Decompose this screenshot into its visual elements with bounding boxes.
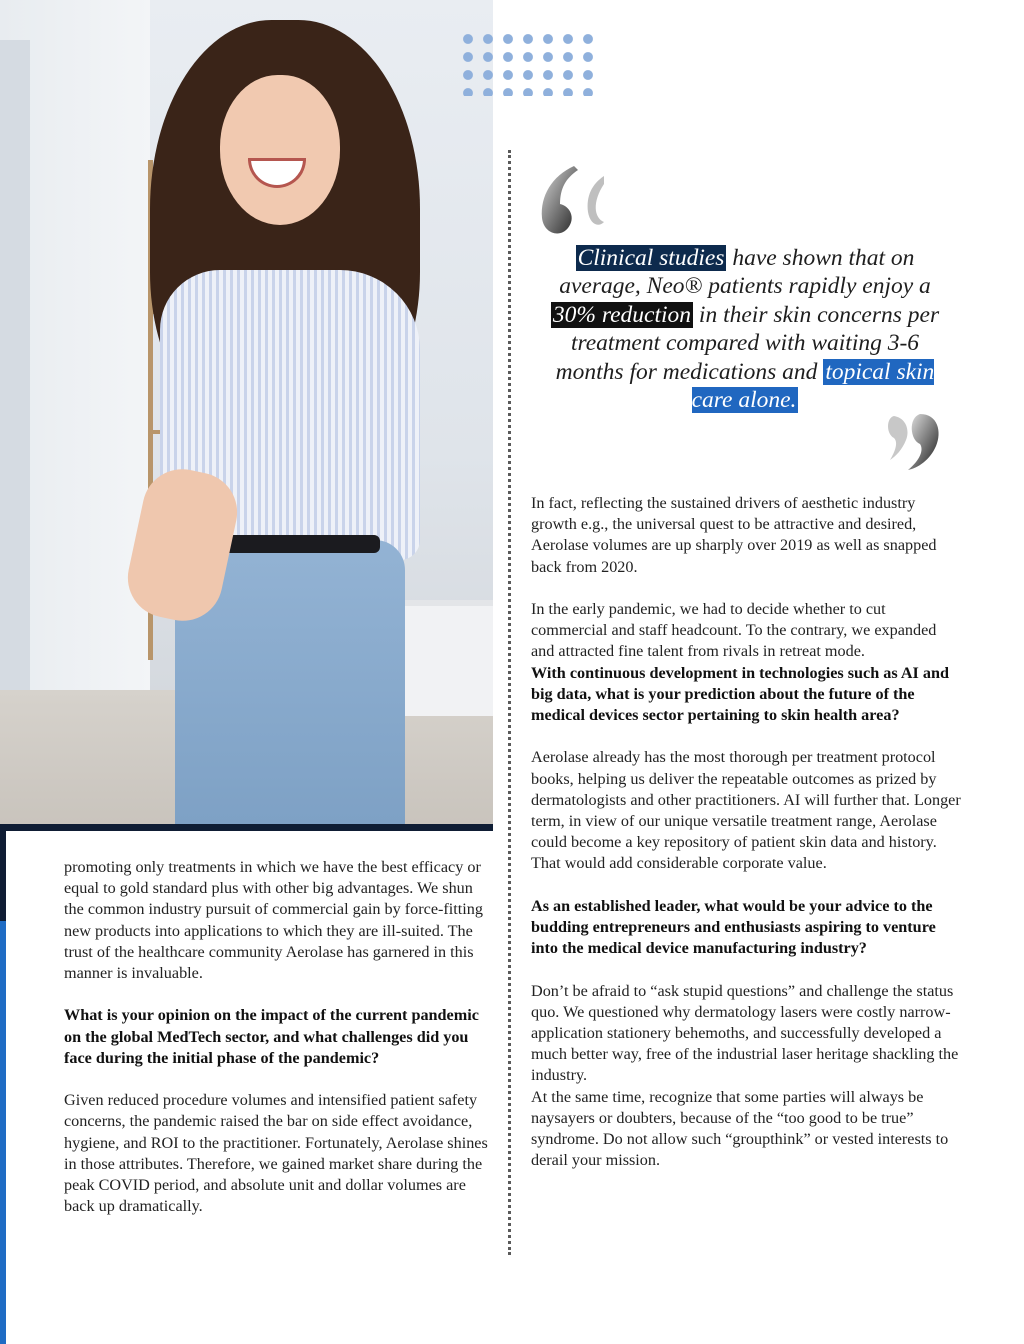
right-column	[531, 493, 961, 1171]
photo-door	[0, 40, 30, 800]
pull-quote-highlight-2: 30% reduction	[552, 301, 692, 328]
left-paragraph-2: Given reduced procedure volumes and intensified patient safety concerns, the pandemic raised the bar on side effect avoidance, hygiene, and ROI to the practitioner. Fortunately, Aerolase shines in those attributes. Therefore, we gained market share during the peak COVID period, and absolute unit and dollar volumes are back up dramatically.	[64, 1091, 488, 1216]
pull-quote-highlight-1: Clinical studies	[577, 245, 725, 271]
right-paragraph-3: Aerolase already has the most thorough per treatment protocol books, helping us deliver the repeatable outcomes as prized by dermatologists and other practitioners. AI will further that. Longer term, in view of our unique versatile treatment range, Aerolase could become a key repository of patient skin data and history. That would add considerable corporate value.	[531, 748, 961, 873]
right-paragraph-1: In fact, reflecting the sustained drivers of aesthetic industry growth e.g., the universal quest to be attractive and desired, Aerolase volumes are up sharply over 2019 as well as snapped back from 2020.	[531, 494, 937, 576]
left-question-1	[64, 1005, 494, 1069]
pull-quote-text-2: in their skin concerns per treatment compared with waiting 3-6 months for medications and	[555, 301, 940, 385]
open-quote-icon	[538, 162, 608, 242]
right-paragraph-5: At the same time, recognize that some parties will always be naysayers or doubters, because of the “too good to be true” syndrome. Do not allow such “groupthink” or vested interests to derail your mission.	[531, 1087, 949, 1170]
right-question-1-text: With continuous development in technologies such as AI and big data, what is your prediction about the future of the medical devices sector pertaining to skin health area?	[531, 663, 949, 725]
dot-grid-decoration	[458, 30, 598, 96]
hero-photo	[0, 0, 493, 824]
left-accent-bar-blue	[0, 921, 6, 1344]
left-column	[64, 857, 494, 1217]
photo-belt	[210, 535, 380, 553]
photo-face	[220, 75, 340, 225]
left-accent-bar-dark	[0, 831, 6, 921]
right-paragraph-4: Don’t be afraid to “ask stupid questions” and challenge the status quo. We questioned why dermatology lasers were costly narrow-application stationery behemoths, and successfully developed a much better way, free of the industrial laser heritage shackling the industry.	[531, 981, 959, 1085]
left-paragraph-1: promoting only treatments in which we have the best efficacy or equal to gold standard plus with other big advantages. We shun the common industry pursuit of commercial gain by force-fitting new products into applications to which they are ill-suited. The trust of the healthcare community Aerolase has garnered in this manner is invaluable.	[64, 858, 483, 983]
left-question-1-text: What is your opinion on the impact of the current pandemic on the global MedTech sector, and what challenges did you face during the initial phase of the pandemic?	[64, 1006, 479, 1067]
right-question-2-text: As an established leader, what would be your advice to the budding entrepreneurs and enthusiasts aspiring to venture into the medical device manufacturing industry?	[531, 896, 936, 958]
pull-quote-highlight-3: topical skin care alone.	[691, 358, 935, 414]
pull-quote	[538, 244, 952, 414]
right-question-2	[531, 896, 961, 960]
close-quote-icon	[886, 410, 942, 472]
right-question-1	[531, 663, 961, 727]
column-divider	[508, 150, 511, 1255]
pull-quote-text-1: have shown that on average, Neo® patients rapidly enjoy a	[559, 245, 931, 300]
photo-bottom-rule	[0, 824, 493, 831]
right-paragraph-2: In the early pandemic, we had to decide whether to cut commercial and staff headcount. To the contrary, we expanded and attracted fine talent from rivals in retreat mode.	[531, 600, 937, 661]
